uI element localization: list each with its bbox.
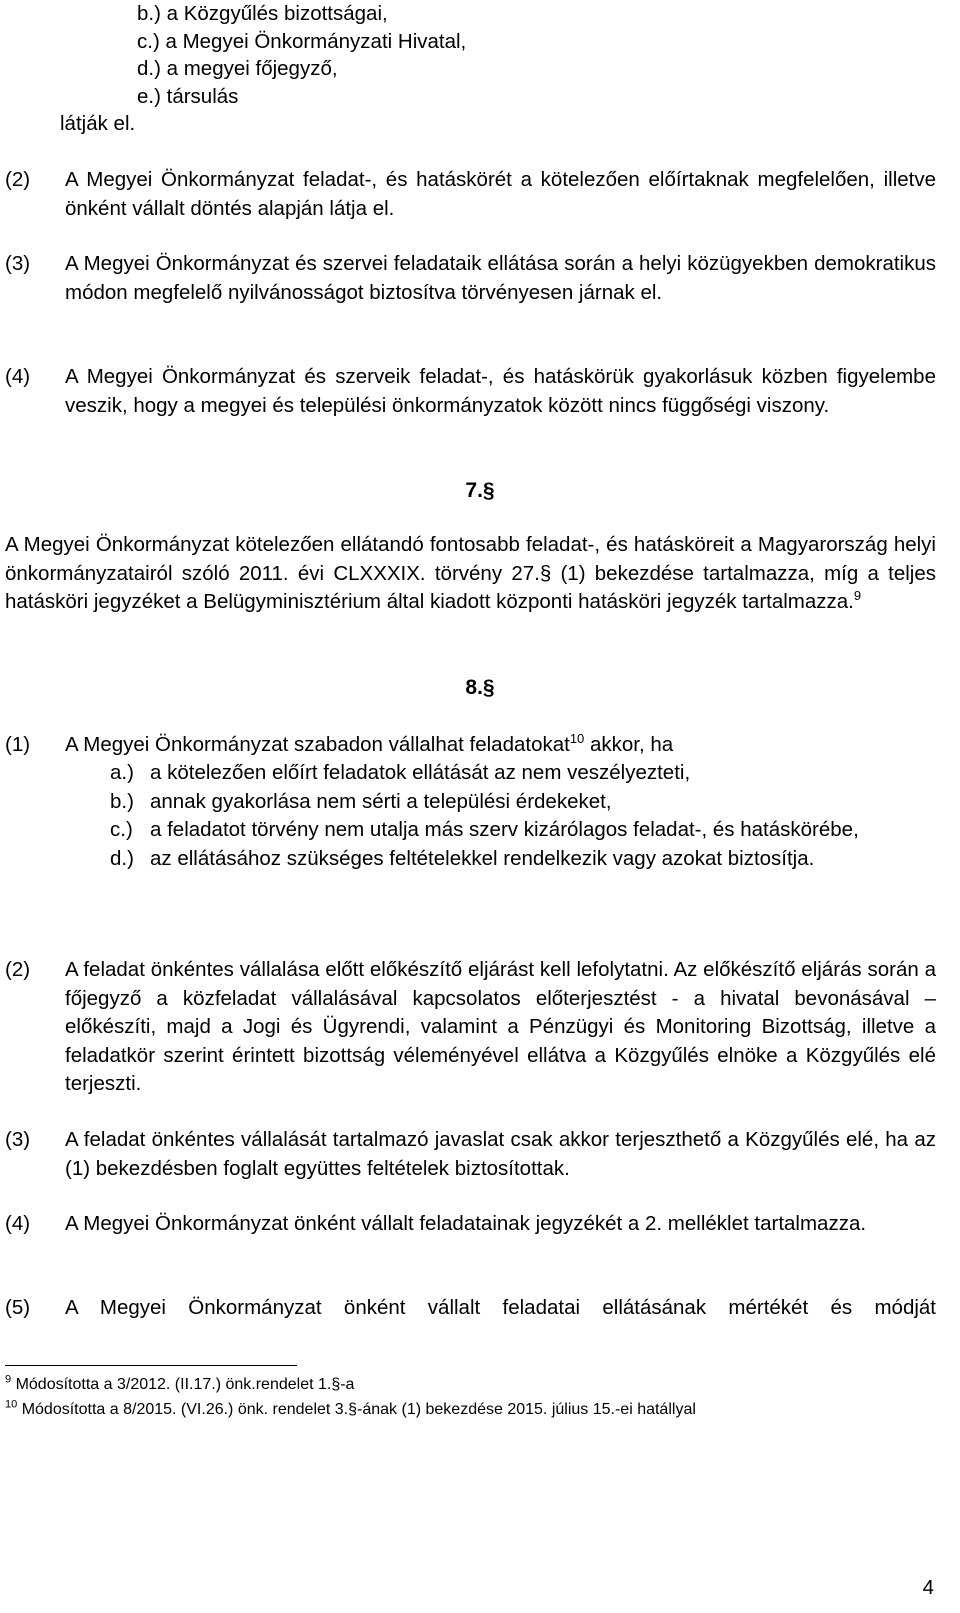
paragraph-number: (3)	[5, 1128, 31, 1151]
paragraph-text: A Megyei Önkormányzat önként vállalt feladatainak jegyzékét a 2. melléklet tartalmazza.	[65, 1212, 867, 1235]
section-heading-7: 7.§	[465, 479, 495, 502]
list-letter: c.)	[110, 818, 133, 841]
list-letter: d.)	[110, 846, 134, 870]
paragraph-number: (4)	[5, 1212, 31, 1235]
paragraph-text-part: A Megyei Önkormányzat szabadon vállalhat feladatokat	[65, 733, 570, 756]
footnote-ref: 9	[853, 588, 862, 604]
footnote-divider	[5, 1365, 297, 1366]
list-item-text: a feladatot törvény nem utalja más szerv kizárólagos feladat-, és hatáskörébe,	[150, 818, 859, 841]
list-item	[85, 845, 936, 874]
paragraph-text: A Megyei Önkormányzat és szervei feladataik ellátása során a helyi közügyekben demokratikus módon megfelelő nyilvánosságot biztosítva törvényesen járnak el.	[65, 252, 936, 304]
paragraph-4	[5, 363, 936, 420]
section-8-paragraph-4	[5, 1210, 936, 1239]
footnote	[5, 1374, 354, 1396]
section-8-paragraph-2	[5, 956, 936, 1099]
paragraph-text: A Megyei Önkormányzat és szerveik feladat-, és hatáskörük gyakorlásuk közben figyelembe veszik, hogy a megyei és települési önkormányzatok között nincs függőségi viszony.	[65, 365, 936, 417]
list-item: d.) a megyei főjegyző,	[137, 57, 338, 80]
list-item: b.) a Közgyűlés bizottságai,	[137, 2, 388, 25]
list-item-text: az ellátásához szükséges feltételekkel rendelkezik vagy azokat biztosítja.	[150, 846, 815, 870]
paragraph-number: (2)	[5, 168, 31, 191]
paragraph-text-part: akkor, ha	[584, 733, 674, 756]
paragraph-text: A feladat önkéntes vállalása előtt előkészítő eljárást kell lefolytatni. Az előkészítő eljárás során a főjegyző a közfeladat vállalásával kapcsolatos előterjesztést - a hivatal bevonásával – előkészíti, majd a Jogi és Ügyrendi, valamint a Pénzügyi és Monitoring Bizottság, illetve a feladatkör szerint érintett bizottság véleményével ellátva a Közgyűlés elnöke a Közgyűlés elé terjeszti.	[65, 958, 936, 1095]
footnote-ref: 10	[569, 731, 585, 747]
paragraph-number: (1)	[5, 733, 31, 756]
paragraph-number: (5)	[5, 1296, 31, 1319]
paragraph-number: (2)	[5, 958, 31, 981]
paragraph-text: A Megyei Önkormányzat önként vállalt feladatai ellátásának mértékét és módját	[65, 1296, 936, 1319]
footnote	[5, 1399, 696, 1421]
section-8-paragraph-1	[5, 731, 936, 760]
section-7-body: A Megyei Önkormányzat kötelezően ellátandó fontosabb feladat-, és hatásköreit a Magyarország helyi önkormányzatairól szóló 2011. évi CLXXXIX. törvény 27.§ (1) bekezdése tartalmazza, míg a teljes hatásköri jegyzéket a Belügyminisztérium által kiadott központi hatásköri jegyzék tartalmazza.	[5, 533, 936, 613]
paragraph-text: A feladat önkéntes vállalását tartalmazó javaslat csak akkor terjeszthető a Közgyűlés elé, ha az (1) bekezdésben foglalt együttes feltételek biztosítottak.	[65, 1128, 936, 1180]
footnote-number: 10	[5, 1398, 18, 1411]
page-number: 4	[922, 1576, 934, 1599]
paragraph-text	[65, 731, 936, 760]
list-item	[85, 816, 936, 845]
paragraph-number: (4)	[5, 365, 31, 388]
list-item	[85, 788, 936, 817]
condition-list	[85, 759, 936, 873]
list-closing-text: látják el.	[60, 112, 136, 135]
footnote-text: Módosította a 3/2012. (II.17.) önk.rendelet 1.§-a	[15, 1376, 355, 1393]
list-letter: a.)	[110, 761, 134, 784]
section-heading-8: 8.§	[465, 676, 495, 699]
list-item: c.) a Megyei Önkormányzati Hivatal,	[137, 30, 467, 53]
paragraph-number: (3)	[5, 252, 31, 275]
list-item: e.) társulás	[137, 85, 239, 108]
footnote-text: Módosította a 8/2015. (VI.26.) önk. rendelet 3.§-ának (1) bekezdése 2015. július 15.-ei hatállyal	[21, 1401, 696, 1418]
section-8-paragraph-5	[5, 1294, 936, 1323]
list-item-text: a kötelezően előírt feladatok ellátását az nem veszélyezteti,	[150, 761, 691, 784]
section-7-text	[5, 531, 936, 617]
list-letter: b.)	[110, 789, 134, 813]
footnote-number: 9	[5, 1373, 12, 1386]
paragraph-2	[5, 166, 936, 223]
section-8-paragraph-3	[5, 1126, 936, 1183]
list-item	[85, 759, 936, 788]
paragraph-3	[5, 250, 936, 307]
list-item-text: annak gyakorlása nem sérti a települési érdekeket,	[150, 789, 612, 813]
paragraph-text: A Megyei Önkormányzat feladat-, és hatáskörét a kötelezően előírtaknak megfelelően, illetve önként vállalt döntés alapján látja el.	[65, 168, 936, 220]
